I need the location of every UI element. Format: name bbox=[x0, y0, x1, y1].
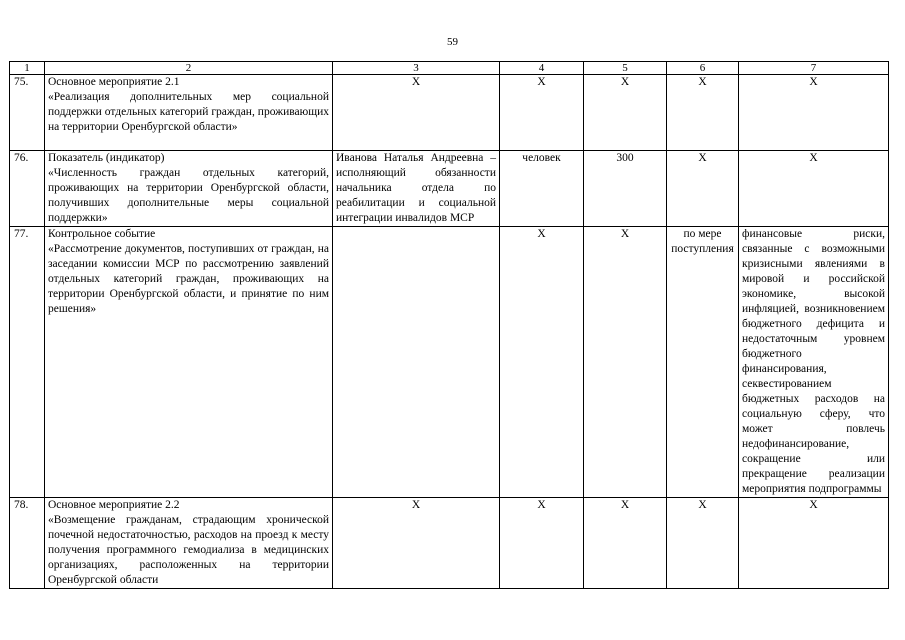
row-text: «Возмещение гражданам, страдающим хронической почечной недостаточностью, расходов на проезд к месту получения программного гемодиализа в медицинских организациях, расположенных на территории Оренбургской области bbox=[48, 514, 329, 586]
cell-value: X bbox=[584, 75, 667, 151]
cell-deadline: X bbox=[667, 75, 739, 151]
row-number: 75. bbox=[10, 75, 45, 151]
cell-deadline: по мере поступления bbox=[667, 227, 739, 498]
header-cell: 5 bbox=[584, 62, 667, 75]
header-cell: 3 bbox=[333, 62, 500, 75]
cell-value: X bbox=[584, 227, 667, 498]
row-title: Показатель (индикатор) bbox=[48, 152, 165, 164]
row-description bbox=[45, 227, 333, 498]
row-description bbox=[45, 498, 333, 589]
cell-risks: финансовые риски, связанные с возможными кризисными явлениями в мировой и российской экономике, высокой инфляцией, возникновением бюджетного дефицита и недостаточным уровнем бюджетного финансирования, секвестированием бюджетных расходов на социальную сферу, что может повлечь недофинансирование, сокращение или прекращение реализации мероприятия подпрограммы bbox=[739, 227, 889, 498]
row-text: «Численность граждан отдельных категорий, проживающих на территории Оренбургской области, получивших дополнительные меры социальной поддержки» bbox=[48, 167, 329, 224]
table-row bbox=[10, 227, 889, 498]
row-title: Основное мероприятие 2.2 bbox=[48, 499, 180, 511]
row-number: 76. bbox=[10, 151, 45, 227]
row-description bbox=[45, 151, 333, 227]
cell-unit: X bbox=[500, 227, 584, 498]
table-row bbox=[10, 151, 889, 227]
cell-value: X bbox=[584, 498, 667, 589]
header-cell: 1 bbox=[10, 62, 45, 75]
cell-responsible: Иванова Наталья Андреевна – исполняющий обязанности начальника отдела по реабилитации и социальной интеграции инвалидов МСР bbox=[333, 151, 500, 227]
plan-table bbox=[9, 61, 889, 589]
cell-responsible: X bbox=[333, 498, 500, 589]
cell-deadline: X bbox=[667, 151, 739, 227]
row-number: 77. bbox=[10, 227, 45, 498]
header-row bbox=[10, 62, 889, 75]
cell-responsible: X bbox=[333, 75, 500, 151]
row-text: «Рассмотрение документов, поступивших от граждан, на заседании комиссии МСР по рассмотрению заявлений отдельных категорий граждан, проживающих на территории Оренбургской области, и принятие по ним решения» bbox=[48, 243, 329, 315]
cell-risks: X bbox=[739, 498, 889, 589]
cell-risks: X bbox=[739, 75, 889, 151]
row-description bbox=[45, 75, 333, 151]
cell-value: 300 bbox=[584, 151, 667, 227]
cell-risks: X bbox=[739, 151, 889, 227]
page-number: 59 bbox=[447, 36, 458, 48]
table-row bbox=[10, 498, 889, 589]
row-title: Контрольное событие bbox=[48, 228, 156, 240]
cell-responsible bbox=[333, 227, 500, 498]
row-number: 78. bbox=[10, 498, 45, 589]
header-cell: 6 bbox=[667, 62, 739, 75]
row-title: Основное мероприятие 2.1 bbox=[48, 76, 180, 88]
cell-unit: X bbox=[500, 498, 584, 589]
header-cell: 4 bbox=[500, 62, 584, 75]
cell-unit: человек bbox=[500, 151, 584, 227]
table-row bbox=[10, 75, 889, 151]
cell-deadline: X bbox=[667, 498, 739, 589]
header-cell: 2 bbox=[45, 62, 333, 75]
row-text: «Реализация дополнительных мер социальной поддержки отдельных категорий граждан, проживающих на территории Оренбургской области» bbox=[48, 91, 329, 133]
header-cell: 7 bbox=[739, 62, 889, 75]
cell-unit: X bbox=[500, 75, 584, 151]
